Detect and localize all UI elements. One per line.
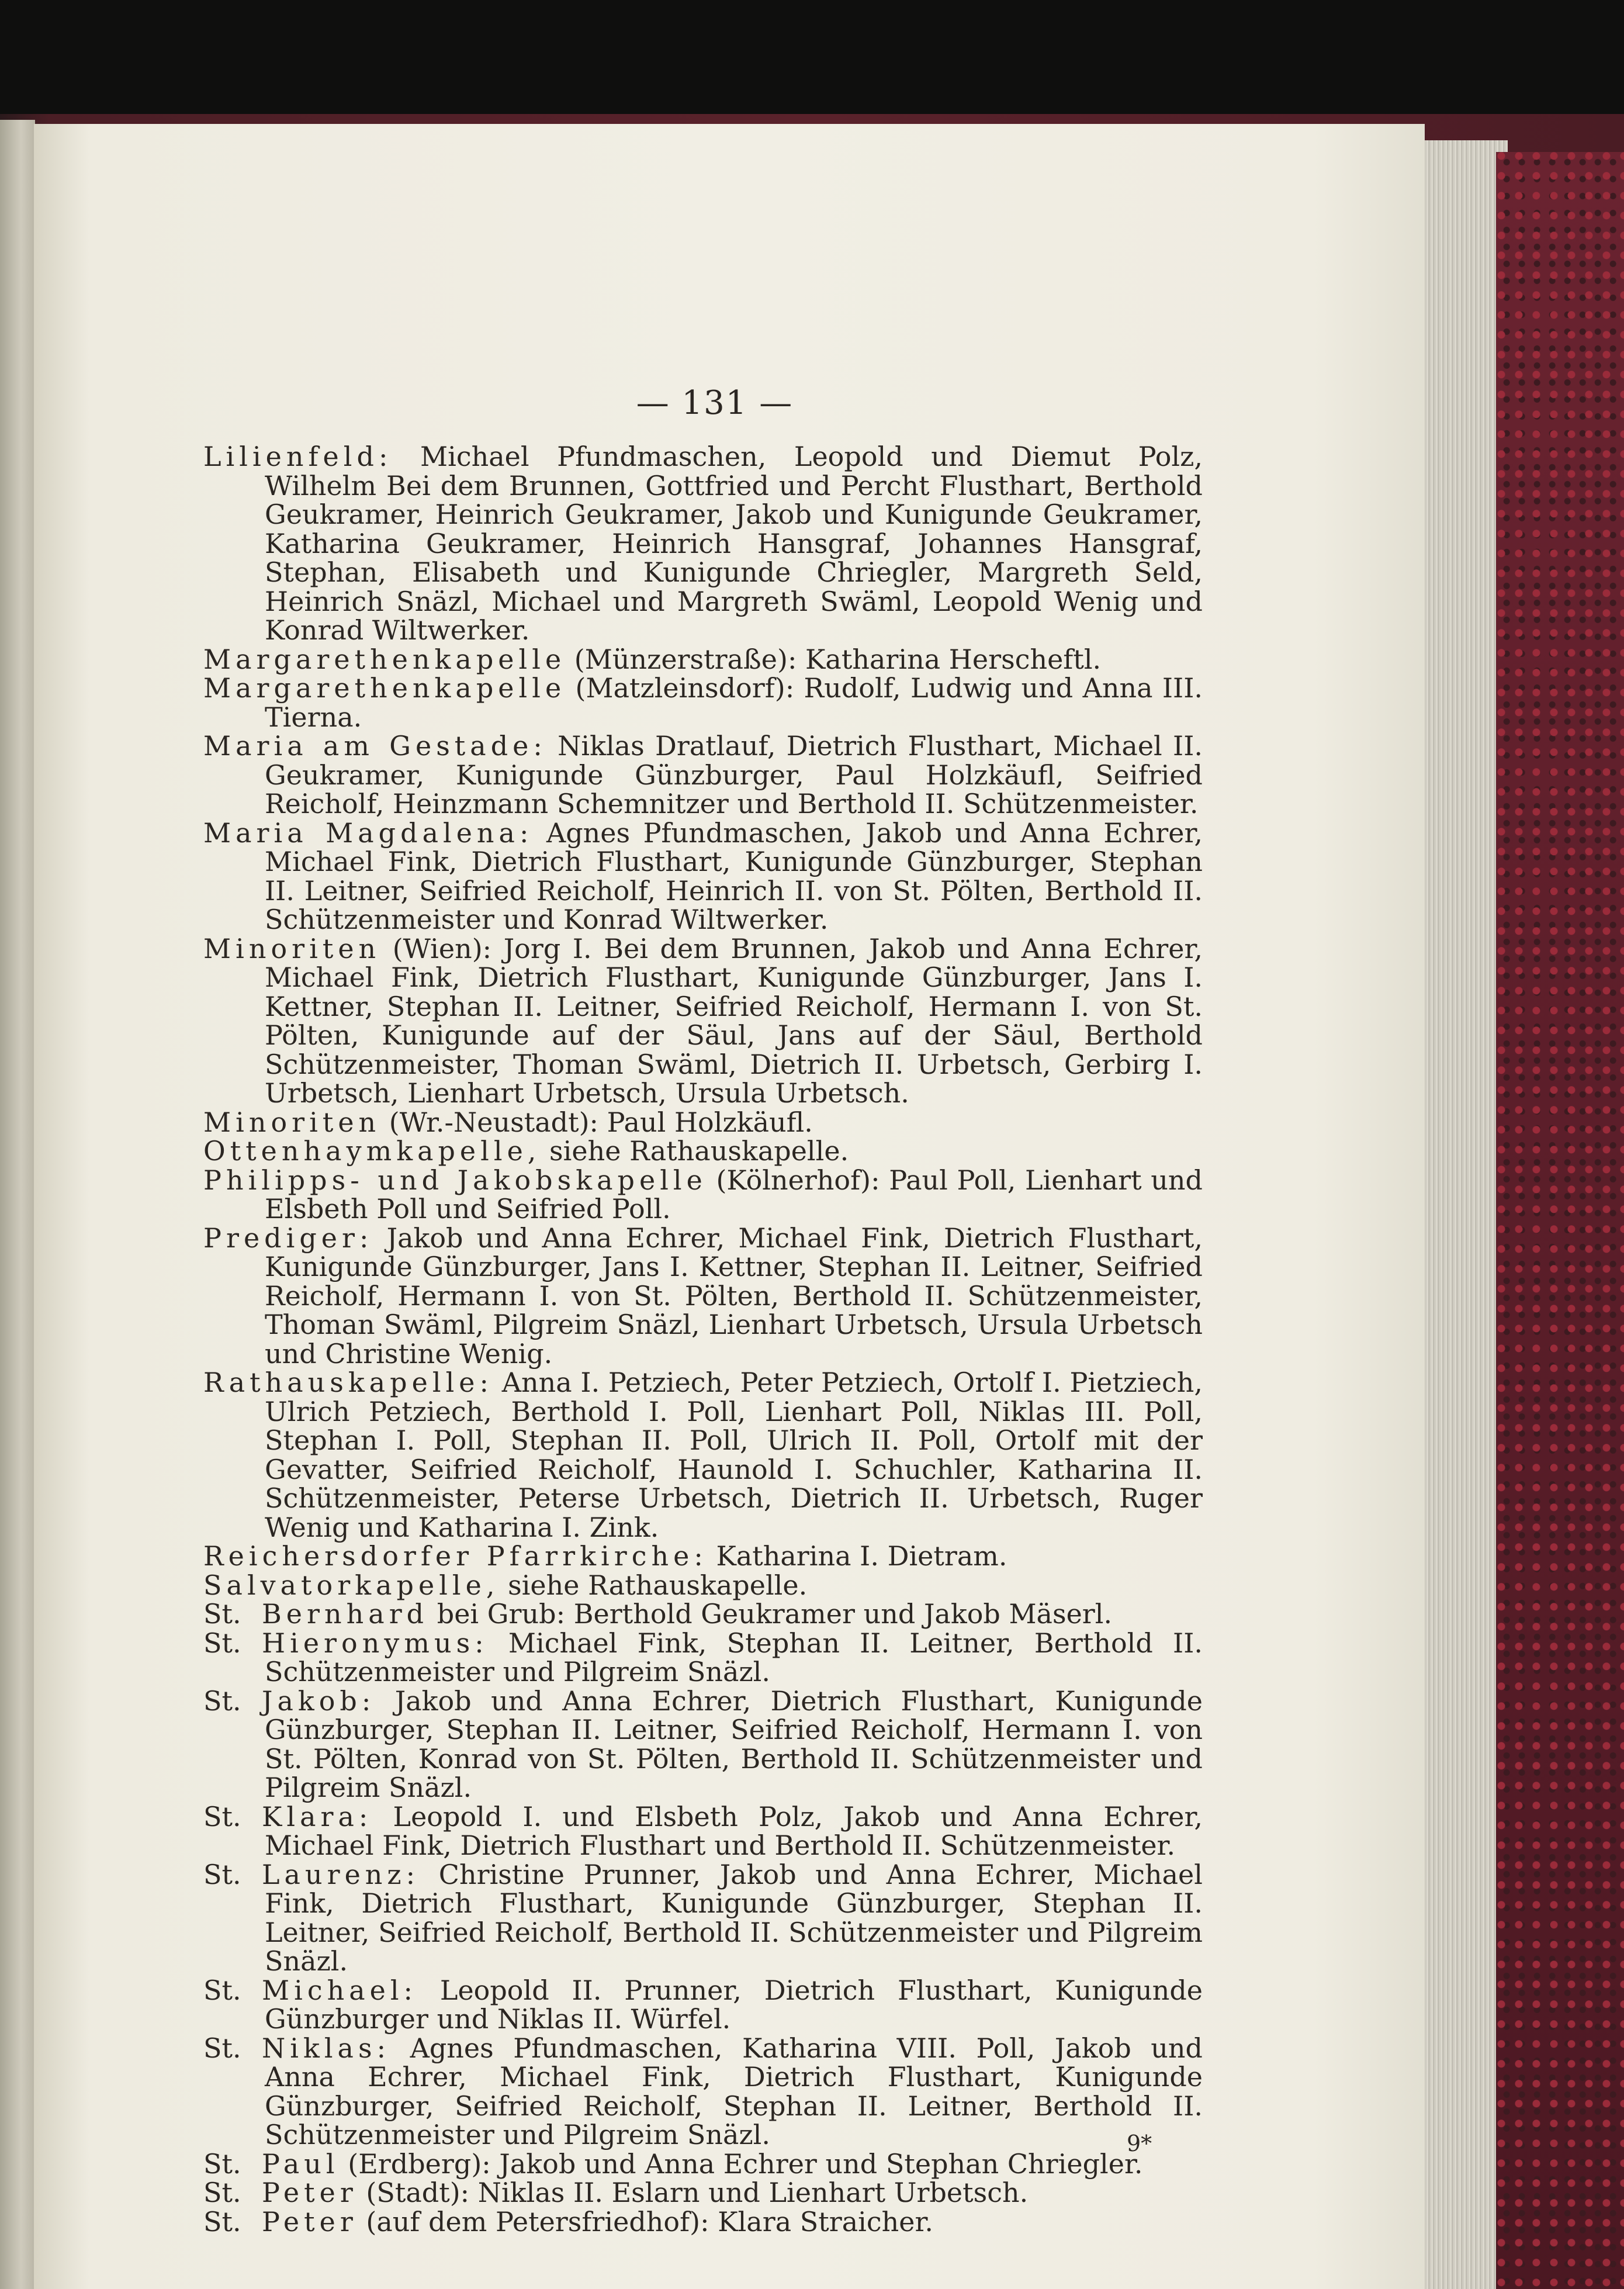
entry-prefix: St.: [203, 1627, 241, 1659]
index-entry: [203, 1368, 1203, 1542]
entry-heading: Salvatorkapelle,: [203, 1569, 500, 1601]
entry-text: siehe Rathauskapelle.: [541, 1135, 849, 1167]
index-entry: [203, 2179, 1203, 2208]
entry-text: (Wr.-Neustadt): Paul Holzkäufl.: [380, 1106, 813, 1138]
entry-heading: Bernhard: [262, 1598, 429, 1630]
entry-text: Christine Prunner, Jakob und Anna Echrer, Michael Fink, Dietrich Flusthart, Kunigunde Günzburger, Stephan II. Leitner, Seifried Reicholf, Berthold II. Schützenmeister und Pilgreim Snäzl.: [265, 1858, 1203, 1977]
index-entry: [203, 819, 1203, 935]
entry-heading: Michael:: [262, 1974, 418, 2006]
entry-heading: Minoriten: [203, 932, 381, 964]
entry-heading: Niklas:: [262, 2032, 391, 2064]
entry-text: (Wien): Jorg I. Bei dem Brunnen, Jakob und Anna Echrer, Michael Fink, Dietrich Flusthart, Kunigunde Günzburger, Jans I. Kettner, Stephan II. Leitner, Seifried Reicholf, Hermann I. von St. Pölten, Kunigunde auf der Säul, Jans auf der Säul, Berthold Schützenmeister, Thoman Swäml, Dietrich II. Urbetsch, Gerbirg I. Urbetsch, Lienhart Urbetsch, Ursula Urbetsch.: [265, 932, 1203, 1109]
index-entry: [203, 1800, 1203, 1861]
entry-heading: Reichersdorfer Pfarrkirche:: [203, 1540, 708, 1572]
entry-heading: Klara:: [262, 1800, 373, 1832]
entry-prefix: St.: [203, 2148, 241, 2180]
entry-heading: Paul: [262, 2148, 340, 2180]
index-entry: [203, 442, 1203, 645]
index-entry: [203, 1108, 1203, 1137]
index-entry: [203, 1224, 1203, 1369]
left-page-edge: [0, 120, 35, 2289]
book-page: [34, 124, 1425, 2289]
marbled-book-edge: [1496, 152, 1624, 2289]
entry-prefix: St.: [203, 1800, 241, 1832]
index-entry: [203, 1858, 1203, 1977]
index-entry: [203, 2205, 1203, 2238]
index-entry: [203, 732, 1203, 819]
entry-heading: Laurenz:: [262, 1858, 420, 1890]
entry-text: Katharina I. Dietram.: [707, 1540, 1007, 1572]
index-entry: [203, 1166, 1203, 1224]
entry-text: (Matzleinsdorf): Rudolf, Ludwig und Anna III. Tierna.: [265, 672, 1203, 733]
entry-heading: Maria am Gestade:: [203, 730, 547, 762]
index-entry: [203, 2034, 1203, 2150]
entry-heading: Margarethenkapelle: [203, 672, 566, 704]
page-number: — 131 —: [636, 384, 794, 422]
entry-prefix: St.: [203, 2032, 241, 2064]
entry-heading: Jakob:: [262, 1685, 376, 1717]
entry-text: siehe Rathauskapelle.: [499, 1569, 808, 1601]
entry-heading: Peter: [262, 2177, 358, 2208]
entry-text: Michael Fink, Stephan II. Leitner, Berthold II. Schützenmeister und Pilgreim Snäzl.: [265, 1627, 1203, 1688]
entry-heading: Hieronymus:: [262, 1627, 489, 1659]
index-entry: [203, 1137, 1203, 1166]
index-entry: [203, 1687, 1203, 1803]
entry-text: Leopold II. Prunner, Dietrich Flusthart, Kunigunde Günzburger und Niklas II. Würfel.: [265, 1974, 1203, 2035]
entry-heading: Philipps- und Jakobskapelle: [203, 1164, 707, 1196]
entry-prefix: St.: [203, 1598, 241, 1630]
index-entry: [203, 1600, 1203, 1629]
entry-prefix: St.: [203, 2177, 241, 2208]
entry-heading: Lilienfeld:: [203, 441, 393, 472]
entry-heading: Minoriten: [203, 1106, 381, 1138]
index-entry: [203, 645, 1203, 675]
entry-prefix: St.: [203, 1858, 241, 1890]
entry-heading: Prediger:: [203, 1222, 373, 1254]
entry-text: (Erdberg): Jakob und Anna Echrer und Stephan Chriegler.: [339, 2148, 1143, 2180]
index-entry: [203, 932, 1203, 1109]
entry-heading: Maria Magdalena:: [203, 817, 534, 849]
entry-text: bei Grub: Berthold Geukramer und Jakob Mäserl.: [428, 1598, 1113, 1630]
index-entry: [203, 1629, 1203, 1687]
entry-text: (Münzerstraße): Katharina Herscheftl.: [566, 643, 1102, 675]
index-entry: [203, 1976, 1203, 2034]
entry-text: Michael Pfundmaschen, Leopold und Diemut Polz, Wilhelm Bei dem Brunnen, Gottfried und Percht Flusthart, Berthold Geukramer, Heinrich Geukramer, Jakob und Kunigunde Geukramer, Katharina Geukramer, Heinrich Hansgraf, Johannes Hansgraf, Stephan, Elisabeth und Kunigunde Chriegler, Margreth Seld, Heinrich Snäzl, Michael und Margreth Swäml, Leopold Wenig und Konrad Wiltwerker.: [265, 441, 1203, 646]
index-entry: [203, 674, 1203, 732]
entry-text: (Kölnerhof): Paul Poll, Lienhart und Elsbeth Poll und Seifried Poll.: [265, 1164, 1203, 1225]
entry-heading: Ottenhaymkapelle,: [203, 1135, 541, 1167]
entry-prefix: St.: [203, 1685, 241, 1717]
index-entry: [203, 1542, 1203, 1571]
entry-text: (auf dem Petersfriedhof): Klara Straicher.: [357, 2205, 934, 2238]
entry-prefix: St.: [203, 1974, 241, 2006]
printer-signature: 9*: [1127, 2131, 1152, 2156]
entry-heading: Rathauskapelle:: [203, 1367, 493, 1398]
entry-heading: Peter: [262, 2205, 358, 2238]
index-entry: [203, 1571, 1203, 1600]
entry-text: Leopold I. und Elsbeth Polz, Jakob und Anna Echrer, Michael Fink, Dietrich Flusthart und Berthold II. Schützenmeister.: [265, 1800, 1203, 1861]
index-entries: [203, 442, 1203, 2236]
entry-heading: Margarethenkapelle: [203, 643, 566, 675]
index-entry: [203, 2150, 1203, 2179]
entry-text: Jakob und Anna Echrer, Michael Fink, Dietrich Flusthart, Kunigunde Günzburger, Jans I. Kettner, Stephan II. Leitner, Seifried Reicholf, Hermann I. von St. Pölten, Berthold II. Schützenmeister, Thoman Swäml, Pilgreim Snäzl, Lienhart Urbetsch, Ursula Urbetsch und Christine Wenig.: [265, 1222, 1203, 1370]
entry-text: Niklas Dratlauf, Dietrich Flusthart, Michael II. Geukramer, Kunigunde Günzburger, Paul Holzkäufl, Seifried Reicholf, Heinzmann Schemnitzer und Berthold II. Schützenmeister.: [265, 730, 1203, 820]
entry-text: Agnes Pfundmaschen, Katharina VIII. Poll, Jakob und Anna Echrer, Michael Fink, Dietrich Flusthart, Kunigunde Günzburger, Seifried Reicholf, Stephan II. Leitner, Berthold II. Schützenmeister und Pilgreim Snäzl.: [265, 2032, 1203, 2150]
entry-text: (Stadt): Niklas II. Eslarn und Lienhart Urbetsch.: [357, 2177, 1029, 2208]
entry-prefix: St.: [203, 2205, 241, 2238]
entry-text: Jakob und Anna Echrer, Dietrich Flusthart, Kunigunde Günzburger, Stephan II. Leitner, Seifried Reicholf, Hermann I. von St. Pölten, Konrad von St. Pölten, Berthold II. Schützenmeister und Pilgreim Snäzl.: [265, 1685, 1203, 1803]
entry-text: Anna I. Petziech, Peter Petziech, Ortolf I. Pietziech, Ulrich Petziech, Berthold I. Poll, Lienhart Poll, Niklas III. Poll, Stephan I. Poll, Stephan II. Poll, Ulrich II. Poll, Ortolf mit der Gevatter, Seifried Reicholf, Haunold I. Schuchler, Katharina II. Schützenmeister, Peterse Urbetsch, Dietrich II. Urbetsch, Ruger Wenig und Katharina I. Zink.: [265, 1367, 1203, 1543]
entry-text: Agnes Pfundmaschen, Jakob und Anna Echrer, Michael Fink, Dietrich Flusthart, Kunigunde Günzburger, Stephan II. Leitner, Seifried Reicholf, Heinrich II. von St. Pölten, Berthold II. Schützenmeister und Konrad Wiltwerker.: [265, 817, 1203, 935]
